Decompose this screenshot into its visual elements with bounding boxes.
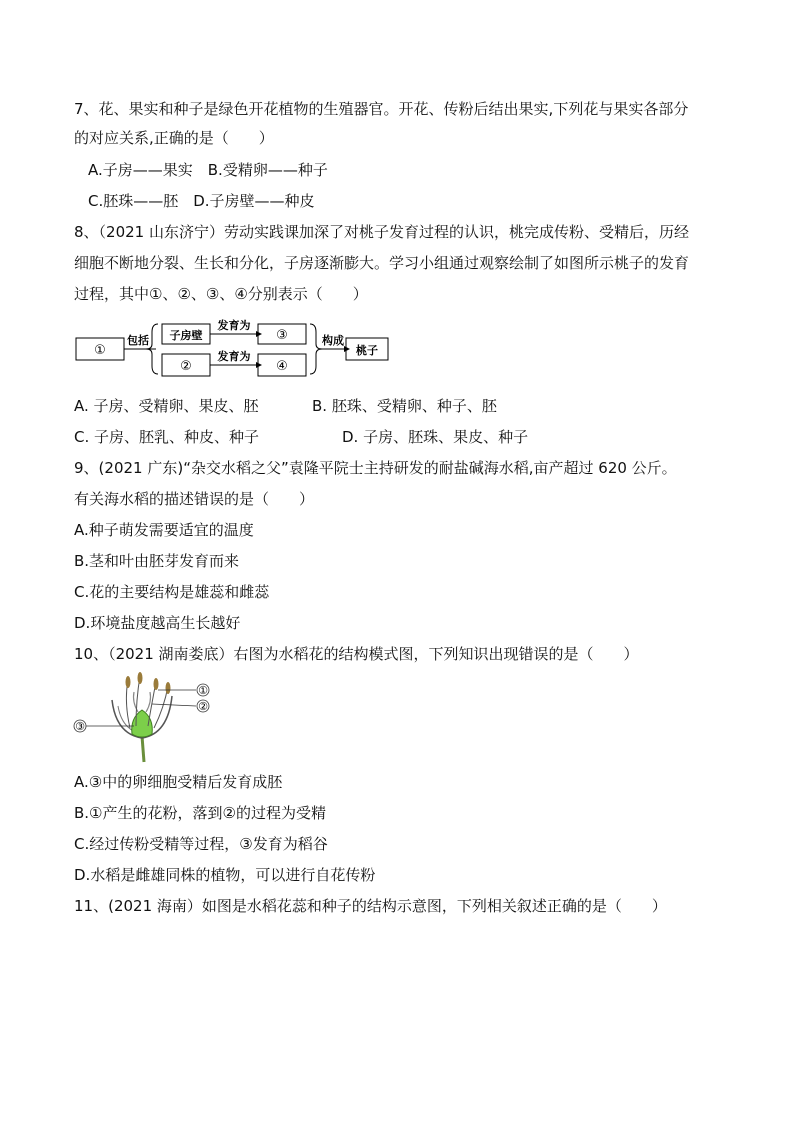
q10-option-d: D.水稻是雌雄同株的植物，可以进行自花传粉 <box>74 866 376 884</box>
q9-option-a: A.种子萌发需要适宜的温度 <box>74 521 254 539</box>
q7-stem-line1: 7、花、果实和种子是绿色开花植物的生殖器官。开花、传粉后结出果实,下列花与果实各部分 <box>74 100 689 118</box>
diagram-label-3: ③ <box>276 328 288 343</box>
q10-option-a: A.③中的卵细胞受精后发育成胚 <box>74 773 283 791</box>
q8-option-d: D. 子房、胚珠、果皮、种子 <box>342 428 529 446</box>
q7-options-cd: C.胚珠——胚 D.子房壁——种皮 <box>88 192 315 210</box>
q7-stem-line2: 的对应关系,正确的是（ ） <box>74 129 274 147</box>
rice-flower-figure <box>72 672 222 764</box>
diagram-label-4: ④ <box>276 359 288 374</box>
diagram-label-ovary-wall: 子房壁 <box>169 329 203 342</box>
diagram-label-develop-top: 发育为 <box>217 319 251 332</box>
diagram-label-peach: 桃子 <box>356 344 378 357</box>
q10-option-c: C.经过传粉受精等过程，③发育为稻谷 <box>74 835 328 853</box>
q8-stem-line1: 8、（2021 山东济宁）劳动实践课加深了对桃子发育过程的认识，桃完成传粉、受精后，历经 <box>74 223 689 241</box>
q9-stem-line2: 有关海水稻的描述错误的是（ ） <box>74 490 315 508</box>
q8-stem-line2: 细胞不断地分裂、生长和分化，子房逐渐膨大。学习小组通过观察绘制了如图所示桃子的发育 <box>74 254 690 272</box>
figure-label-1: ① <box>198 684 208 697</box>
q9-option-d: D.环境盐度越高生长越好 <box>74 614 241 632</box>
diagram-label-include: 包括 <box>127 334 149 347</box>
diagram-label-2: ② <box>180 359 192 374</box>
diagram-label-compose: 构成 <box>322 334 344 347</box>
diagram-label-1: ① <box>94 343 106 358</box>
figure-label-3: ③ <box>75 720 85 733</box>
q9-option-c: C.花的主要结构是雄蕊和雌蕊 <box>74 583 270 601</box>
q7-options-ab: A.子房——果实 B.受精卵——种子 <box>88 161 328 179</box>
peach-development-diagram <box>74 318 404 382</box>
q8-option-a: A. 子房、受精卵、果皮、胚 <box>74 397 259 415</box>
q11-stem-line1: 11、(2021 海南）如图是水稻花蕊和种子的结构示意图，下列相关叙述正确的是（ ） <box>74 897 667 915</box>
q9-stem-line1: 9、(2021 广东)“杂交水稻之父”袁隆平院士主持研发的耐盐碱海水稻,亩产超过 620 公斤。 <box>74 459 677 477</box>
q8-stem-line3: 过程，其中①、②、③、④分别表示（ ） <box>74 285 368 303</box>
q10-stem-line1: 10、（2021 湖南娄底）右图为水稻花的结构模式图，下列知识出现错误的是（ ） <box>74 645 639 663</box>
q10-option-b: B.①产生的花粉，落到②的过程为受精 <box>74 804 326 822</box>
q9-option-b: B.茎和叶由胚芽发育而来 <box>74 552 240 570</box>
q8-option-b: B. 胚珠、受精卵、种子、胚 <box>312 397 497 415</box>
diagram-label-develop-bottom: 发育为 <box>217 350 251 363</box>
q8-option-c: C. 子房、胚乳、种皮、种子 <box>74 428 260 446</box>
figure-label-2: ② <box>198 700 208 713</box>
